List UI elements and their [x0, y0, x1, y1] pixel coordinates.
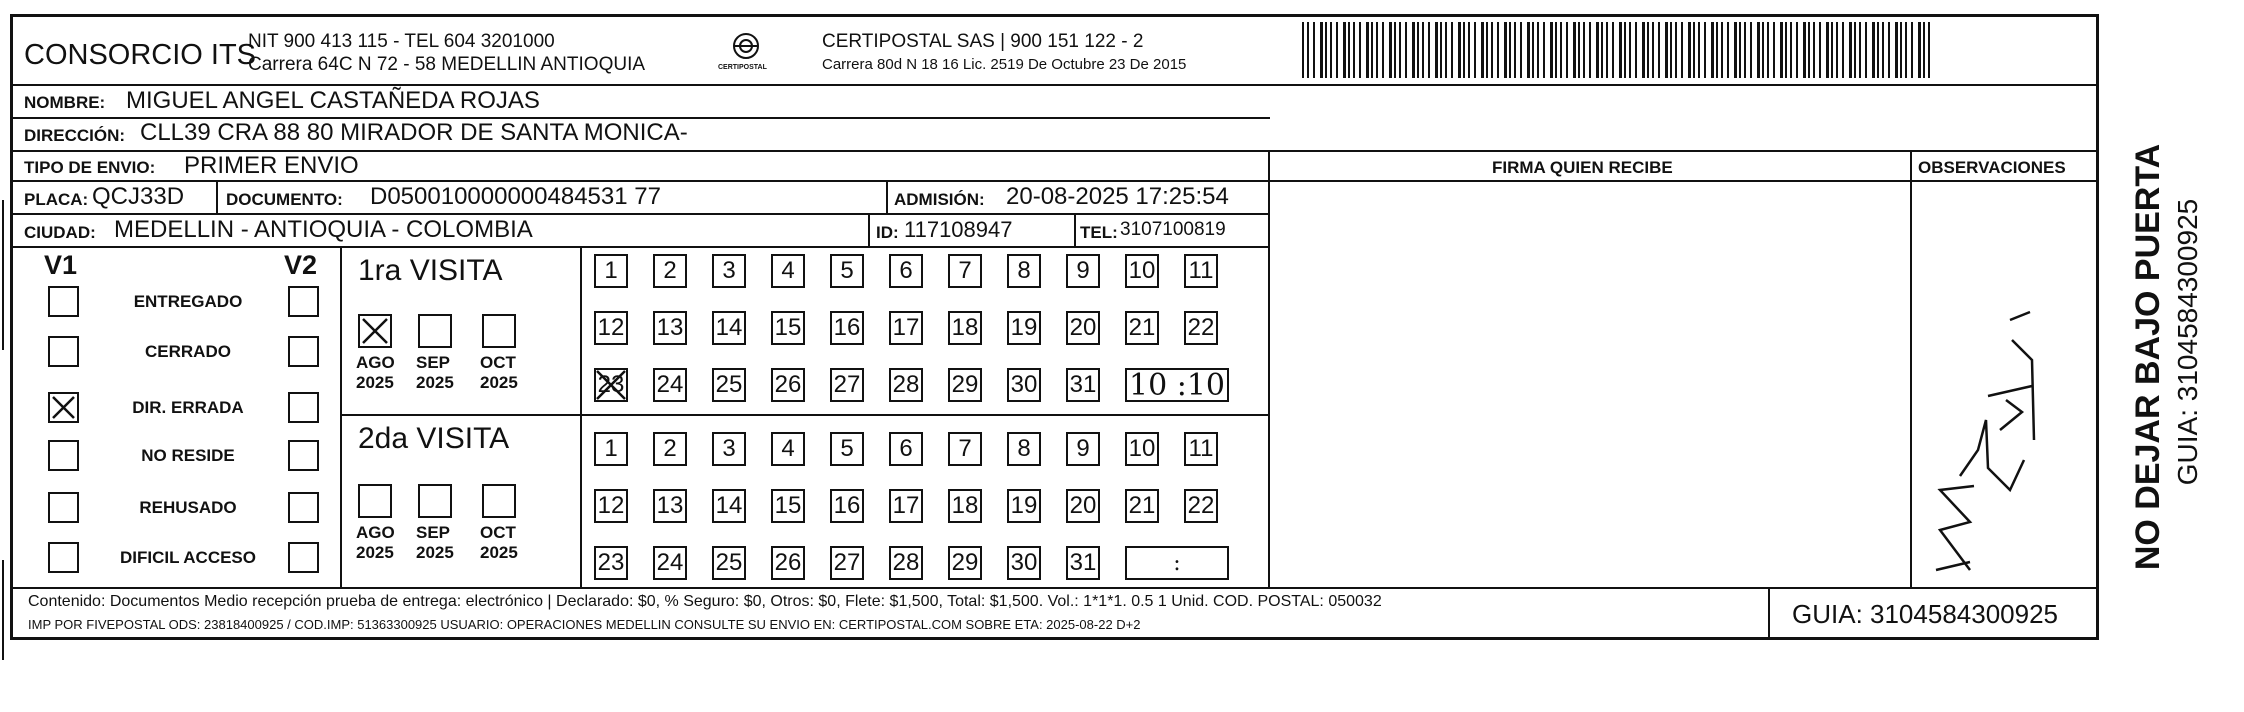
day-box[interactable]: 16: [830, 489, 864, 523]
status-label: NO RESIDE: [141, 446, 235, 465]
day-box[interactable]: 3: [712, 254, 746, 288]
day-box[interactable]: 19: [1007, 489, 1041, 523]
day-box[interactable]: 13: [653, 311, 687, 345]
id-value: 117108947: [904, 217, 1013, 242]
month-label: SEP: [416, 353, 451, 372]
v1-checkbox[interactable]: [48, 492, 79, 523]
signature: [1930, 300, 2046, 580]
month-checkbox[interactable]: [358, 484, 392, 518]
day-box[interactable]: 27: [830, 546, 864, 580]
day-box[interactable]: 24: [653, 546, 687, 580]
month-checkbox[interactable]: [418, 484, 452, 518]
day-box[interactable]: 6: [889, 254, 923, 288]
day-box[interactable]: 8: [1007, 254, 1041, 288]
day-box[interactable]: 10: [1125, 432, 1159, 466]
day-box[interactable]: 29: [948, 546, 982, 580]
day-box[interactable]: 31: [1066, 546, 1100, 580]
day-box[interactable]: 26: [771, 546, 805, 580]
day-box[interactable]: 7: [948, 432, 982, 466]
id-label: ID:: [876, 223, 899, 242]
day-box[interactable]: 21: [1125, 311, 1159, 345]
day-box[interactable]: 31: [1066, 368, 1100, 402]
day-box[interactable]: 21: [1125, 489, 1159, 523]
v2-checkbox[interactable]: [288, 542, 319, 573]
day-box[interactable]: 15: [771, 489, 805, 523]
day-box[interactable]: 23: [594, 546, 628, 580]
documento-label: DOCUMENTO:: [226, 190, 343, 209]
side-guia: GUIA: 3104584300925: [2172, 198, 2203, 486]
day-box[interactable]: 15: [771, 311, 805, 345]
status-label: REHUSADO: [139, 498, 237, 517]
day-cross-mark: [594, 368, 628, 402]
day-box[interactable]: 24: [653, 368, 687, 402]
day-box[interactable]: 1: [594, 432, 628, 466]
day-box[interactable]: 25: [712, 546, 746, 580]
day-box[interactable]: 19: [1007, 311, 1041, 345]
day-box[interactable]: 5: [830, 254, 864, 288]
day-box[interactable]: 20: [1066, 311, 1100, 345]
time-box[interactable]: :: [1125, 546, 1229, 580]
v2-checkbox[interactable]: [288, 392, 319, 423]
status-label: DIR. ERRADA: [132, 398, 244, 417]
documento-value: D050010000000484531 77: [370, 183, 661, 210]
day-box[interactable]: 12: [594, 489, 628, 523]
v1-checkbox[interactable]: [48, 440, 79, 471]
day-box[interactable]: 10: [1125, 254, 1159, 288]
ciudad-value: MEDELLIN - ANTIOQUIA - COLOMBIA: [114, 216, 533, 243]
day-box[interactable]: 14: [712, 489, 746, 523]
day-box[interactable]: 28: [889, 368, 923, 402]
direccion-value: CLL39 CRA 88 80 MIRADOR DE SANTA MONICA-: [140, 119, 688, 146]
day-box[interactable]: 14: [712, 311, 746, 345]
direccion-label: DIRECCIÓN:: [24, 126, 126, 145]
second-visit-title: 2da VISITA: [358, 422, 510, 455]
company-name: CONSORCIO ITS: [24, 39, 257, 71]
placa-value: QCJ33D: [92, 183, 185, 210]
day-box[interactable]: 2: [653, 254, 687, 288]
company-line2: Carrera 64C N 72 - 58 MEDELLIN ANTIOQUIA: [248, 54, 646, 75]
day-box[interactable]: 7: [948, 254, 982, 288]
day-box[interactable]: 16: [830, 311, 864, 345]
day-box[interactable]: 27: [830, 368, 864, 402]
day-box[interactable]: 30: [1007, 546, 1041, 580]
day-box[interactable]: 9: [1066, 432, 1100, 466]
day-box[interactable]: 11: [1184, 254, 1218, 288]
day-box[interactable]: 18: [948, 489, 982, 523]
placa-label: PLACA:: [24, 190, 89, 209]
day-box[interactable]: 8: [1007, 432, 1041, 466]
month-checkbox[interactable]: [418, 314, 452, 348]
month-label: AGO: [356, 353, 395, 372]
time-box[interactable]: 10 :10: [1125, 368, 1229, 402]
day-box[interactable]: 17: [889, 489, 923, 523]
barcode-icon: [1302, 22, 1938, 78]
v1-checkbox[interactable]: [48, 336, 79, 367]
day-box[interactable]: 5: [830, 432, 864, 466]
certipostal-logo: [716, 30, 776, 76]
day-box[interactable]: 9: [1066, 254, 1100, 288]
nombre-value: MIGUEL ANGEL CASTAÑEDA ROJAS: [126, 87, 540, 114]
firma-header: FIRMA QUIEN RECIBE: [1492, 158, 1673, 177]
certipostal-line1: CERTIPOSTAL SAS | 900 151 122 - 2: [822, 31, 1144, 52]
footer-guia: GUIA: 3104584300925: [1792, 599, 2058, 629]
day-box[interactable]: 6: [889, 432, 923, 466]
v1-label: V1: [44, 250, 78, 280]
year-label: 2025: [480, 543, 518, 562]
day-box[interactable]: 13: [653, 489, 687, 523]
year-label: 2025: [356, 373, 394, 392]
day-box[interactable]: 30: [1007, 368, 1041, 402]
month-checkbox[interactable]: [482, 484, 516, 518]
day-box[interactable]: 4: [771, 432, 805, 466]
tel-value: 3107100819: [1120, 219, 1226, 240]
first-visit-title: 1ra VISITA: [358, 254, 503, 287]
v2-checkbox[interactable]: [288, 440, 319, 471]
v1-checkbox[interactable]: [48, 542, 79, 573]
tel-label: TEL:: [1080, 223, 1118, 242]
v2-label: V2: [284, 250, 318, 280]
day-box[interactable]: 23: [594, 368, 628, 402]
v1-checkbox[interactable]: [48, 392, 79, 423]
ciudad-label: CIUDAD:: [24, 223, 96, 242]
status-label: ENTREGADO: [133, 292, 243, 311]
month-label: SEP: [416, 523, 451, 542]
tipo-value: PRIMER ENVIO: [184, 152, 359, 179]
footer-line1: Contenido: Documentos Medio recepción prueba de entrega: electrónico | Declarado: $0, % Seguro: $0, Otros: $0, Flete: $1,500, Total: $1,500. Vol.: 1*1*1. 0.5 1 Unid. COD. POSTAL: 050032: [28, 593, 1382, 610]
day-box[interactable]: 18: [948, 311, 982, 345]
observaciones-header: OBSERVACIONES: [1918, 158, 2066, 177]
month-checkbox[interactable]: [482, 314, 516, 348]
day-box[interactable]: 20: [1066, 489, 1100, 523]
month-label: OCT: [480, 523, 516, 542]
day-box[interactable]: 11: [1184, 432, 1218, 466]
year-label: 2025: [416, 373, 454, 392]
nombre-label: NOMBRE:: [24, 93, 106, 112]
day-box[interactable]: 28: [889, 546, 923, 580]
footer-line2: IMP POR FIVEPOSTAL ODS: 23818400925 / COD.IMP: 51363300925 USUARIO: OPERACIONES MEDELLIN CONSULTE SU ENVIO EN: CERTIPOSTAL.COM SOBRE ETA: 2025-08-22 D+2: [28, 617, 1141, 632]
v2-checkbox[interactable]: [288, 492, 319, 523]
admision-label: ADMISIÓN:: [894, 190, 985, 209]
tipo-label: TIPO DE ENVIO:: [24, 158, 156, 177]
day-box[interactable]: 17: [889, 311, 923, 345]
v2-checkbox[interactable]: [288, 336, 319, 367]
day-box[interactable]: 4: [771, 254, 805, 288]
side-no-dejar: NO DEJAR BAJO PUERTA: [2129, 143, 2167, 571]
day-box[interactable]: 22: [1184, 489, 1218, 523]
day-box[interactable]: 29: [948, 368, 982, 402]
month-label: OCT: [480, 353, 516, 372]
day-box[interactable]: 2: [653, 432, 687, 466]
year-label: 2025: [356, 543, 394, 562]
day-box[interactable]: 22: [1184, 311, 1218, 345]
admision-value: 20-08-2025 17:25:54: [1006, 183, 1229, 210]
v1-checkbox[interactable]: [48, 286, 79, 317]
logo-text: CERTIPOSTAL: [718, 64, 767, 71]
year-label: 2025: [480, 373, 518, 392]
month-label: AGO: [356, 523, 395, 542]
day-box[interactable]: 3: [712, 432, 746, 466]
status-label: CERRADO: [145, 342, 231, 361]
day-box[interactable]: 26: [771, 368, 805, 402]
day-box[interactable]: 1: [594, 254, 628, 288]
company-line1: NIT 900 413 115 - TEL 604 3201000: [248, 31, 555, 52]
v2-checkbox[interactable]: [288, 286, 319, 317]
year-label: 2025: [416, 543, 454, 562]
day-box[interactable]: 12: [594, 311, 628, 345]
certipostal-line2: Carrera 80d N 18 16 Lic. 2519 De Octubre 23 De 2015: [822, 56, 1187, 73]
day-box[interactable]: 25: [712, 368, 746, 402]
month-checkbox[interactable]: [358, 314, 392, 348]
status-label: DIFICIL ACCESO: [119, 548, 256, 567]
